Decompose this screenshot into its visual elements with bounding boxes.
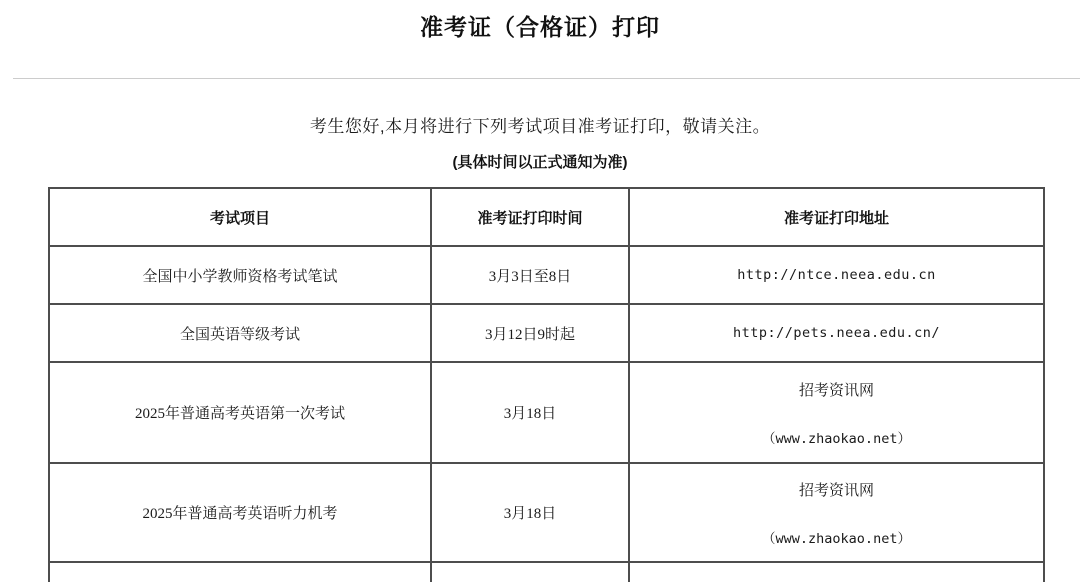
cell-print-time: 3月18日 xyxy=(431,463,629,562)
print-address-site-name: 招考资讯网 xyxy=(798,382,874,399)
cell-print-address xyxy=(629,463,1044,562)
cell-print-address xyxy=(629,246,1044,304)
print-address-site-name: 招考资讯网 xyxy=(798,482,874,499)
cell-print-time: 3月18日 xyxy=(431,362,629,463)
table-row xyxy=(49,304,1044,362)
table-header-row xyxy=(49,188,1044,246)
table-row xyxy=(49,463,1044,562)
cell-print-time: 3月3日至8日 xyxy=(431,246,629,304)
cell-print-address xyxy=(629,362,1044,463)
horizontal-divider xyxy=(13,78,1080,79)
print-address-site-url: （www.zhaokao.net） xyxy=(762,430,911,447)
table-row xyxy=(49,246,1044,304)
table-row-partial xyxy=(49,562,1044,582)
table-row xyxy=(49,362,1044,463)
intro-text: 考生您好,本月将进行下列考试项目准考证打印，敬请关注。 xyxy=(309,117,771,136)
print-address-url: http://ntce.neea.edu.cn xyxy=(737,267,936,283)
col-header-print-time: 准考证打印时间 xyxy=(431,188,629,246)
exam-print-table xyxy=(48,187,1045,582)
cell-exam-project: 全国中小学教师资格考试笔试 xyxy=(49,246,431,304)
print-address-site-url: （www.zhaokao.net） xyxy=(762,530,911,547)
print-address-url: http://pets.neea.edu.cn/ xyxy=(732,325,941,341)
cell-exam-project: 全国英语等级考试 xyxy=(49,304,431,362)
cell-print-time: 3月12日9时起 xyxy=(431,304,629,362)
col-header-project: 考试项目 xyxy=(49,188,431,246)
cell-exam-project: 2025年普通高考英语听力机考 xyxy=(49,463,431,562)
cell-print-address xyxy=(629,562,1044,582)
cell-exam-project xyxy=(49,562,431,582)
note-text: (具体时间以正式通知为准) xyxy=(452,154,628,171)
cell-print-time xyxy=(431,562,629,582)
page-title: 准考证（合格证）打印 xyxy=(420,14,660,40)
col-header-print-address: 准考证打印地址 xyxy=(629,188,1044,246)
cell-print-address xyxy=(629,304,1044,362)
cell-exam-project: 2025年普通高考英语第一次考试 xyxy=(49,362,431,463)
